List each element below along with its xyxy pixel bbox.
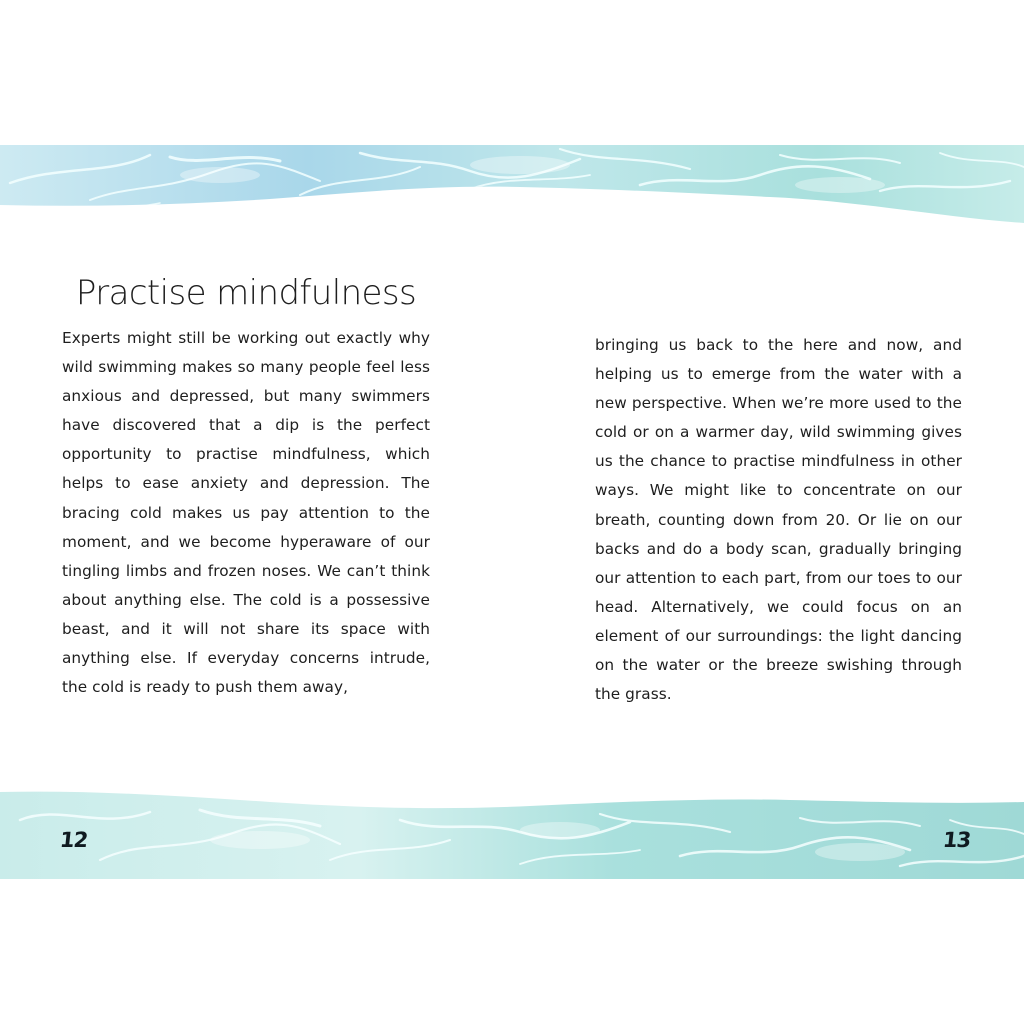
body-text-right-column: bringing us back to the here and now, and helping us to emerge from the water with a new perspective. When we’re more used to the cold or on a warmer day, wild swimming gives us the chance to practise mindfulness in other ways. We might like to concentrate on our breath, counting down from 20. Or lie on our backs and do a body scan, gradually bringing our attention to each part, from our toes to our head. Alternatively, we could focus on an element of our surroundings: the light dancing on the water or the breeze swishing through the grass. <box>595 336 962 704</box>
page-number-right: 13 <box>941 828 972 852</box>
page-number-left: 12 <box>58 828 89 852</box>
page-title: Practise mindfulness <box>75 273 417 313</box>
water-banner-top <box>0 145 1024 225</box>
body-text-left-column: Experts might still be working out exactly why wild swimming makes so many people feel less anxious and depressed, but many swimmers have discovered that a dip is the perfect opportunity to practise mindfulness, which helps to ease anxiety and depression. The bracing cold makes us pay attention to the moment, and we become hyperaware of our tingling limbs and frozen noses. We can’t think about anything else. The cold is a possessive beast, and it will not share its space with anything else. If everyday concerns intrude, the cold is ready to push them away, <box>62 329 430 697</box>
water-banner-bottom <box>0 790 1024 879</box>
